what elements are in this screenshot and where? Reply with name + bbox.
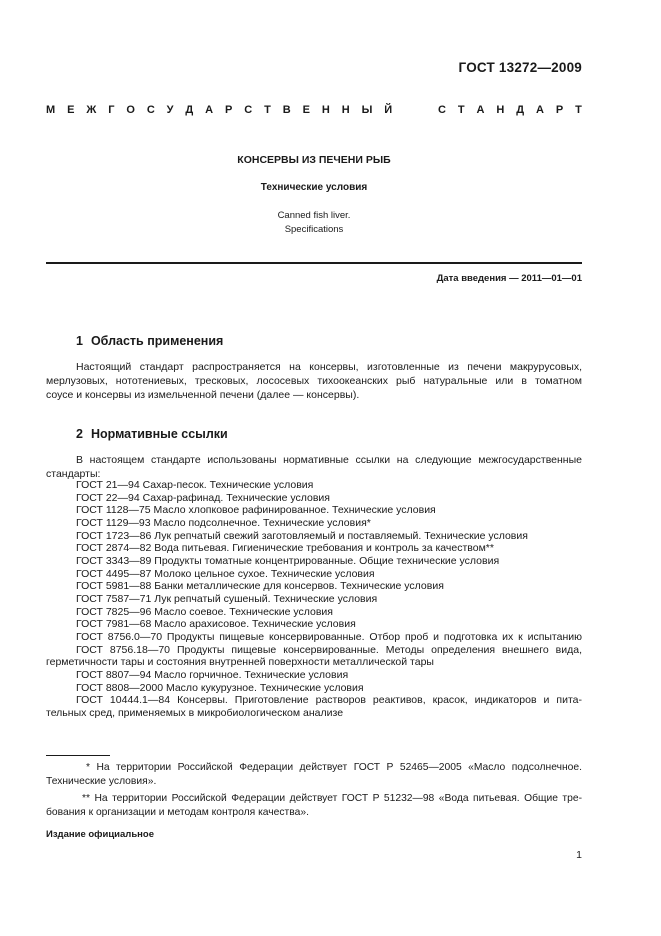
- references-list: [46, 479, 582, 719]
- reference-continuation: тельных сред, применяемых в микробиологическом анализе: [46, 706, 344, 719]
- letter: Е: [302, 104, 310, 116]
- letter: С: [244, 104, 253, 116]
- letter: Ж: [86, 104, 97, 116]
- section-title: Нормативные ссылки: [90, 427, 228, 441]
- page-number: 1: [576, 849, 582, 861]
- reference-item: ГОСТ 8756.18—70 Продукты пищевые консервированные. Методы определения внешнего вида,: [76, 643, 582, 656]
- letter: Ы: [361, 104, 373, 116]
- section-title: Область применения: [90, 334, 224, 348]
- letter: А: [476, 104, 485, 116]
- scope-paragraph: [46, 360, 582, 402]
- reference-item: ГОСТ 1128—75 Масло хлопковое рафинированное. Технические условия: [76, 504, 436, 517]
- letter: А: [535, 104, 544, 116]
- section-number: 2: [76, 427, 83, 441]
- reference-item: ГОСТ 4495—87 Молоко цельное сухое. Технические условия: [76, 567, 375, 580]
- paragraph-line: В настоящем стандарте использованы нормативные ссылки на следующие межгосударственные: [76, 454, 582, 466]
- letter: Й: [384, 104, 393, 116]
- footnote-line: Технические условия».: [46, 776, 157, 788]
- paragraph-line: мерлузовых, нототениевых, тресковых, лососевых тихоокеанских рыб натуральные или в томатном: [46, 375, 582, 387]
- paragraph-line: стандарты:: [46, 468, 101, 480]
- interstate-standard-banner: [46, 104, 582, 116]
- footnotes: [46, 761, 582, 820]
- document-title: КОНСЕРВЫ ИЗ ПЕЧЕНИ РЫБ: [237, 154, 391, 166]
- reference-item: ГОСТ 10444.1—84 Консервы. Приготовление растворов реактивов, красок, индикаторов и пита-: [76, 694, 582, 707]
- footnote-line: ** На территории Российской Федерации действует ГОСТ Р 51232—98 «Вода питьевая. Общие тре-: [82, 792, 582, 804]
- letter: Д: [185, 104, 194, 116]
- reference-item: ГОСТ 3343—89 Продукты томатные концентрированные. Общие технические условия: [76, 554, 500, 567]
- letter: Р: [225, 104, 233, 116]
- title-divider: [46, 262, 582, 264]
- letter: С: [438, 104, 446, 116]
- reference-item: ГОСТ 8807—94 Масло горчичное. Технические условия: [76, 668, 349, 681]
- reference-item: ГОСТ 7825—96 Масло соевое. Технические условия: [76, 605, 333, 618]
- letter: В: [282, 104, 291, 116]
- english-title-line: Specifications: [284, 224, 344, 235]
- english-title: [46, 209, 582, 237]
- letter: У: [166, 104, 174, 116]
- section-heading-scope: [76, 334, 223, 348]
- letter: Т: [264, 104, 271, 116]
- reference-item: ГОСТ 22—94 Сахар-рафинад. Технические условия: [76, 491, 330, 504]
- footnote-line: бования к организации и методам контроля качества».: [46, 806, 309, 818]
- letter: С: [146, 104, 155, 116]
- reference-item: ГОСТ 21—94 Сахар-песок. Технические условия: [76, 479, 314, 491]
- introduction-date: Дата введения — 2011—01—01: [436, 273, 582, 284]
- official-edition-label: Издание официальное: [46, 829, 154, 840]
- reference-item: ГОСТ 5981—88 Банки металлические для консервов. Технические условия: [76, 580, 444, 593]
- letter: Т: [575, 104, 582, 116]
- section-number: 1: [76, 334, 83, 348]
- reference-item: ГОСТ 8756.0—70 Продукты пищевые консервированные. Отбор проб и подготовка их к испытанию: [76, 630, 582, 643]
- reference-continuation: герметичности тары и состояния внутренней поверхности металлической тары: [46, 656, 434, 669]
- reference-item: ГОСТ 2874—82 Вода питьевая. Гигиенические требования и контроль за качеством**: [76, 542, 494, 555]
- letter: А: [205, 104, 214, 116]
- letter: Р: [555, 104, 564, 116]
- letter: Е: [67, 104, 75, 116]
- letter: Г: [108, 104, 115, 116]
- paragraph-line: соусе и консервы из измельченной печени (далее — консервы).: [46, 389, 360, 401]
- references-intro: [46, 453, 582, 481]
- footnote-separator: [46, 755, 110, 756]
- section-heading-references: [76, 427, 228, 441]
- reference-item: ГОСТ 7981—68 Масло арахисовое. Технические условия: [76, 618, 356, 631]
- reference-item: ГОСТ 7587—71 Лук репчатый сушеный. Технические условия: [76, 592, 378, 605]
- letter: О: [126, 104, 135, 116]
- letter: Д: [516, 104, 525, 116]
- reference-item: ГОСТ 1129—93 Масло подсолнечное. Технические условия*: [76, 516, 371, 529]
- letter: Н: [341, 104, 350, 116]
- footnote-line: * На территории Российской Федерации действует ГОСТ Р 52465—2005 «Масло подсолнечное.: [86, 762, 582, 773]
- letter: М: [46, 104, 56, 116]
- letter: Т: [457, 104, 465, 116]
- document-subtitle: Технические условия: [260, 182, 368, 193]
- letter: Н: [321, 104, 330, 116]
- document-code: ГОСТ 13272—2009: [458, 60, 582, 75]
- english-title-line: Canned fish liver.: [277, 210, 351, 221]
- reference-item: ГОСТ 8808—2000 Масло кукурузное. Технические условия: [76, 681, 364, 694]
- word-gap: [404, 104, 426, 116]
- letter: Н: [496, 104, 505, 116]
- paragraph-line: Настоящий стандарт распространяется на консервы, изготовленные из печени макруpусовых,: [76, 361, 582, 373]
- reference-item: ГОСТ 1723—86 Лук репчатый свежий заготовляемый и поставляемый. Технические условия: [76, 529, 528, 542]
